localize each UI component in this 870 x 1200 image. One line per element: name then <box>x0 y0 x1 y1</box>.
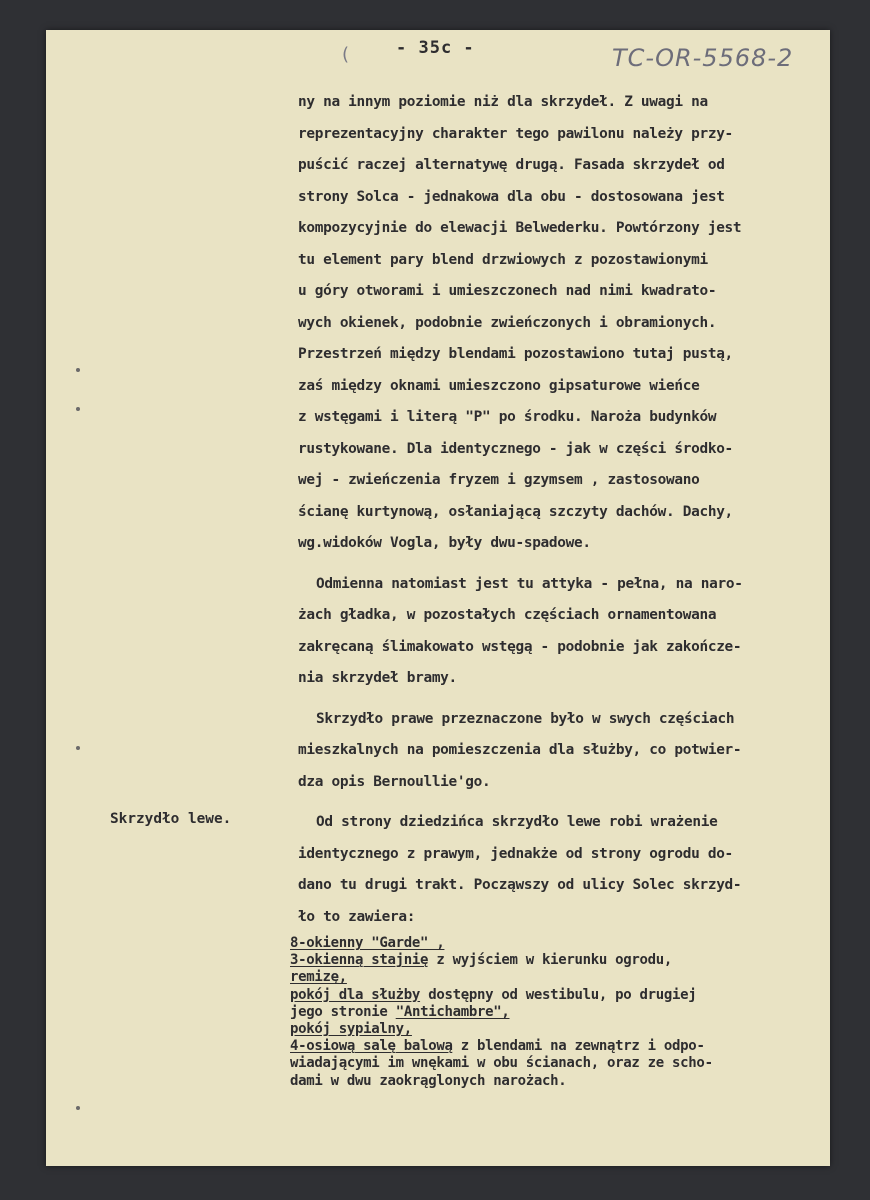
list-item-text: jego stronie <box>290 1003 396 1020</box>
margin-note: Skrzydło lewe. <box>110 811 232 827</box>
body-text <box>298 87 818 933</box>
room-list <box>290 935 820 1090</box>
list-item-text: "Antichambre", <box>395 1003 510 1020</box>
text-line: puścić raczej alternatywę drugą. Fasada skrzydeł od <box>298 157 725 173</box>
text-line: ny na innym poziomie niż dla skrzydeł. Z uwagi na <box>298 94 708 110</box>
catalog-id: TC-OR-5568-2 <box>612 44 794 72</box>
list-item <box>290 952 820 969</box>
text-line: żach gładka, w pozostałych częściach ornamentowana <box>298 607 717 623</box>
text-line: wej - zwieńczenia fryzem i gzymsem , zastosowano <box>298 472 700 488</box>
list-item-text: z wyjściem w kierunku ogrodu, <box>428 952 673 969</box>
text-line: Od strony dziedzińca skrzydło lewe robi wrażenie <box>316 814 718 830</box>
punch-hole-mark <box>76 746 80 750</box>
list-item-text: 8-okienny "Garde" , <box>290 935 445 951</box>
list-item <box>290 969 820 986</box>
text-line: wg.widoków Vogla, były dwu-spadowe. <box>298 535 591 551</box>
text-line: zakręcaną ślimakowato wstęgą - podobnie jak zakończe- <box>298 638 742 655</box>
list-item-text: pokój sypialny, <box>290 1021 412 1038</box>
text-line: kompozycyjnie do elewacji Belwederku. Powtórzony jest <box>298 220 742 236</box>
text-line: rustykowane. Dla identycznego - jak w części środko- <box>298 440 733 457</box>
list-item <box>290 1021 820 1038</box>
text-line: ło to zawiera: <box>298 908 416 925</box>
list-item <box>290 1038 820 1055</box>
text-line: dza opis Bernoullie'go. <box>298 773 491 790</box>
punch-hole-mark <box>76 407 80 411</box>
text-line: wych okienek, podobnie zwieńczonych i obramionych. <box>298 314 717 331</box>
list-item <box>290 935 820 952</box>
text-line: Przestrzeń między blendami pozostawiono tutaj pustą, <box>298 346 733 362</box>
text-line: tu element pary blend drzwiowych z pozostawionymi <box>298 251 708 268</box>
list-item-text: remizę, <box>290 969 347 986</box>
pencil-mark: ( <box>342 44 350 65</box>
document-page <box>46 30 830 1166</box>
text-line: strony Solca - jednakowa dla obu - dostosowana jest <box>298 188 725 205</box>
list-item <box>290 987 820 1004</box>
list-item-text: dami w dwu zaokrąglonych narożach. <box>290 1072 567 1089</box>
text-line: ścianę kurtynową, osłaniającą szczyty dachów. Dachy, <box>298 503 733 520</box>
text-line: zaś między oknami umieszczono gipsaturowe wieńce <box>298 377 700 394</box>
list-item <box>290 1073 820 1090</box>
text-line: Odmienna natomiast jest tu attyka - pełna, na naro- <box>316 575 743 592</box>
punch-hole-mark <box>76 368 80 372</box>
list-item-text: z blendami na zewnątrz i odpo- <box>452 1038 705 1055</box>
list-item-text: 4-osiową salę balową <box>290 1038 453 1055</box>
list-item-text: pokój dla służby <box>290 986 421 1003</box>
text-line: mieszkalnych na pomieszczenia dla służby, co potwier- <box>298 742 742 758</box>
text-line: u góry otworami i umieszczonech nad nimi kwadrato- <box>298 283 717 299</box>
page-number: - 35c - <box>396 38 475 58</box>
text-line: reprezentacyjny charakter tego pawilonu należy przy- <box>298 125 733 142</box>
list-item <box>290 1055 820 1072</box>
text-line: dano tu drugi trakt. Począwszy od ulicy Solec skrzyd- <box>298 877 742 893</box>
list-item-text: 3-okienną stajnię <box>290 952 429 969</box>
text-line: identycznego z prawym, jednakże od strony ogrodu do- <box>298 845 733 862</box>
punch-hole-mark <box>76 1106 80 1110</box>
text-line: z wstęgami i literą "P" po środku. Naroża budynków <box>298 409 717 425</box>
text-line: nia skrzydeł bramy. <box>298 670 457 686</box>
list-item-text: wiadającymi im wnękami w obu ścianach, oraz ze scho- <box>290 1055 713 1072</box>
list-item-text: dostępny od westibulu, po drugiej <box>420 986 697 1003</box>
list-item <box>290 1004 820 1021</box>
text-line: Skrzydło prawe przeznaczone było w swych częściach <box>316 710 735 727</box>
